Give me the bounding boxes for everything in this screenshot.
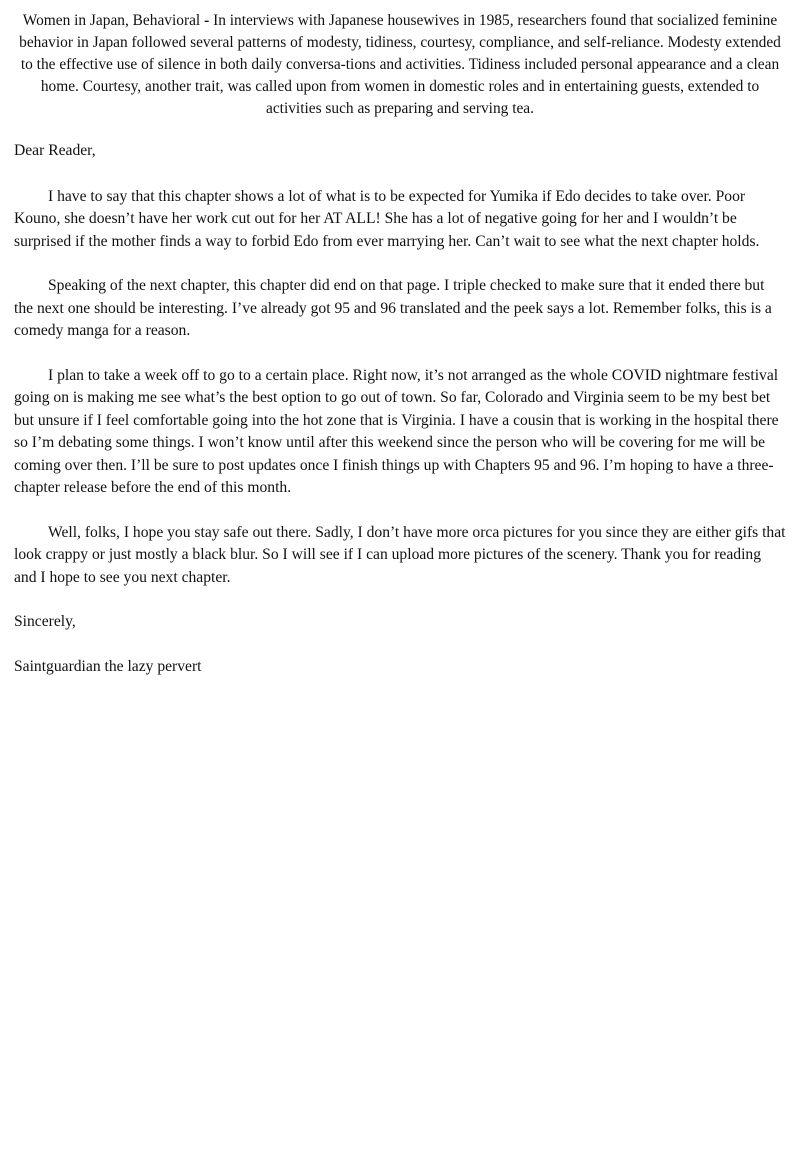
cultural-note [14, 10, 786, 120]
signature: Saintguardian the lazy pervert [14, 657, 202, 675]
letter-paragraph: Well, folks, I hope you stay safe out there. Sadly, I don’t have more orca pictures for you since they are either gifs that look crappy or just mostly a black blur. So I will see if I can upload more pictures of the scenery. Thank you for reading and I hope to see you next chapter. [14, 523, 786, 586]
note-separator: - [204, 12, 210, 29]
note-text: In interviews with Japanese housewives in 1985, researchers found that socialized feminine behavior in Japan followed several patterns of modesty, tidiness, courtesy, compliance, and self-reliance. Modesty extended to the effective use of silence in both daily conversa-tions and activities. Tidiness included personal appearance and a clean home. Courtesy, another trait, was called upon from women in domestic roles and in entertaining guests, extended to activities such as preparing and serving tea. [19, 12, 781, 117]
note-term: Women in Japan, Behavioral [22, 12, 201, 29]
letter-paragraph: I have to say that this chapter shows a lot of what is to be expected for Yumika if Edo decides to take over. Poor Kouno, she doesn’t have her work cut out for her AT ALL! She has a lot of negative going for her and I wouldn’t be surprised if the mother finds a way to forbid Edo from ever marrying her. Can’t wait to see what the next chapter holds. [14, 187, 760, 250]
salutation: Dear Reader, [14, 142, 96, 159]
letter-paragraph: I plan to take a week off to go to a certain place. Right now, it’s not arranged as the whole COVID nightmare festival going on is making me see what’s the best option to go out of town. So far, Colorado and Virginia seem to be my best bet but unsure if I feel comfortable going into the hot zone that is Virginia. I have a cousin that is working in the hospital there so I’m debating some things. I won’t know until after this weekend since the person who will be covering for me will be coming over then. I’ll be sure to post updates once I finish things up with Chapters 95 and 96. I’m hoping to have a three-chapter release before the end of this month. [14, 366, 779, 496]
letter [14, 140, 786, 678]
closing: Sincerely, [14, 613, 76, 630]
letter-paragraph: Speaking of the next chapter, this chapter did end on that page. I triple checked to make sure that it ended there but the next one should be interesting. I’ve already got 95 and 96 translated and the peek says a lot. Remember folks, this is a comedy manga for a reason. [14, 277, 772, 339]
